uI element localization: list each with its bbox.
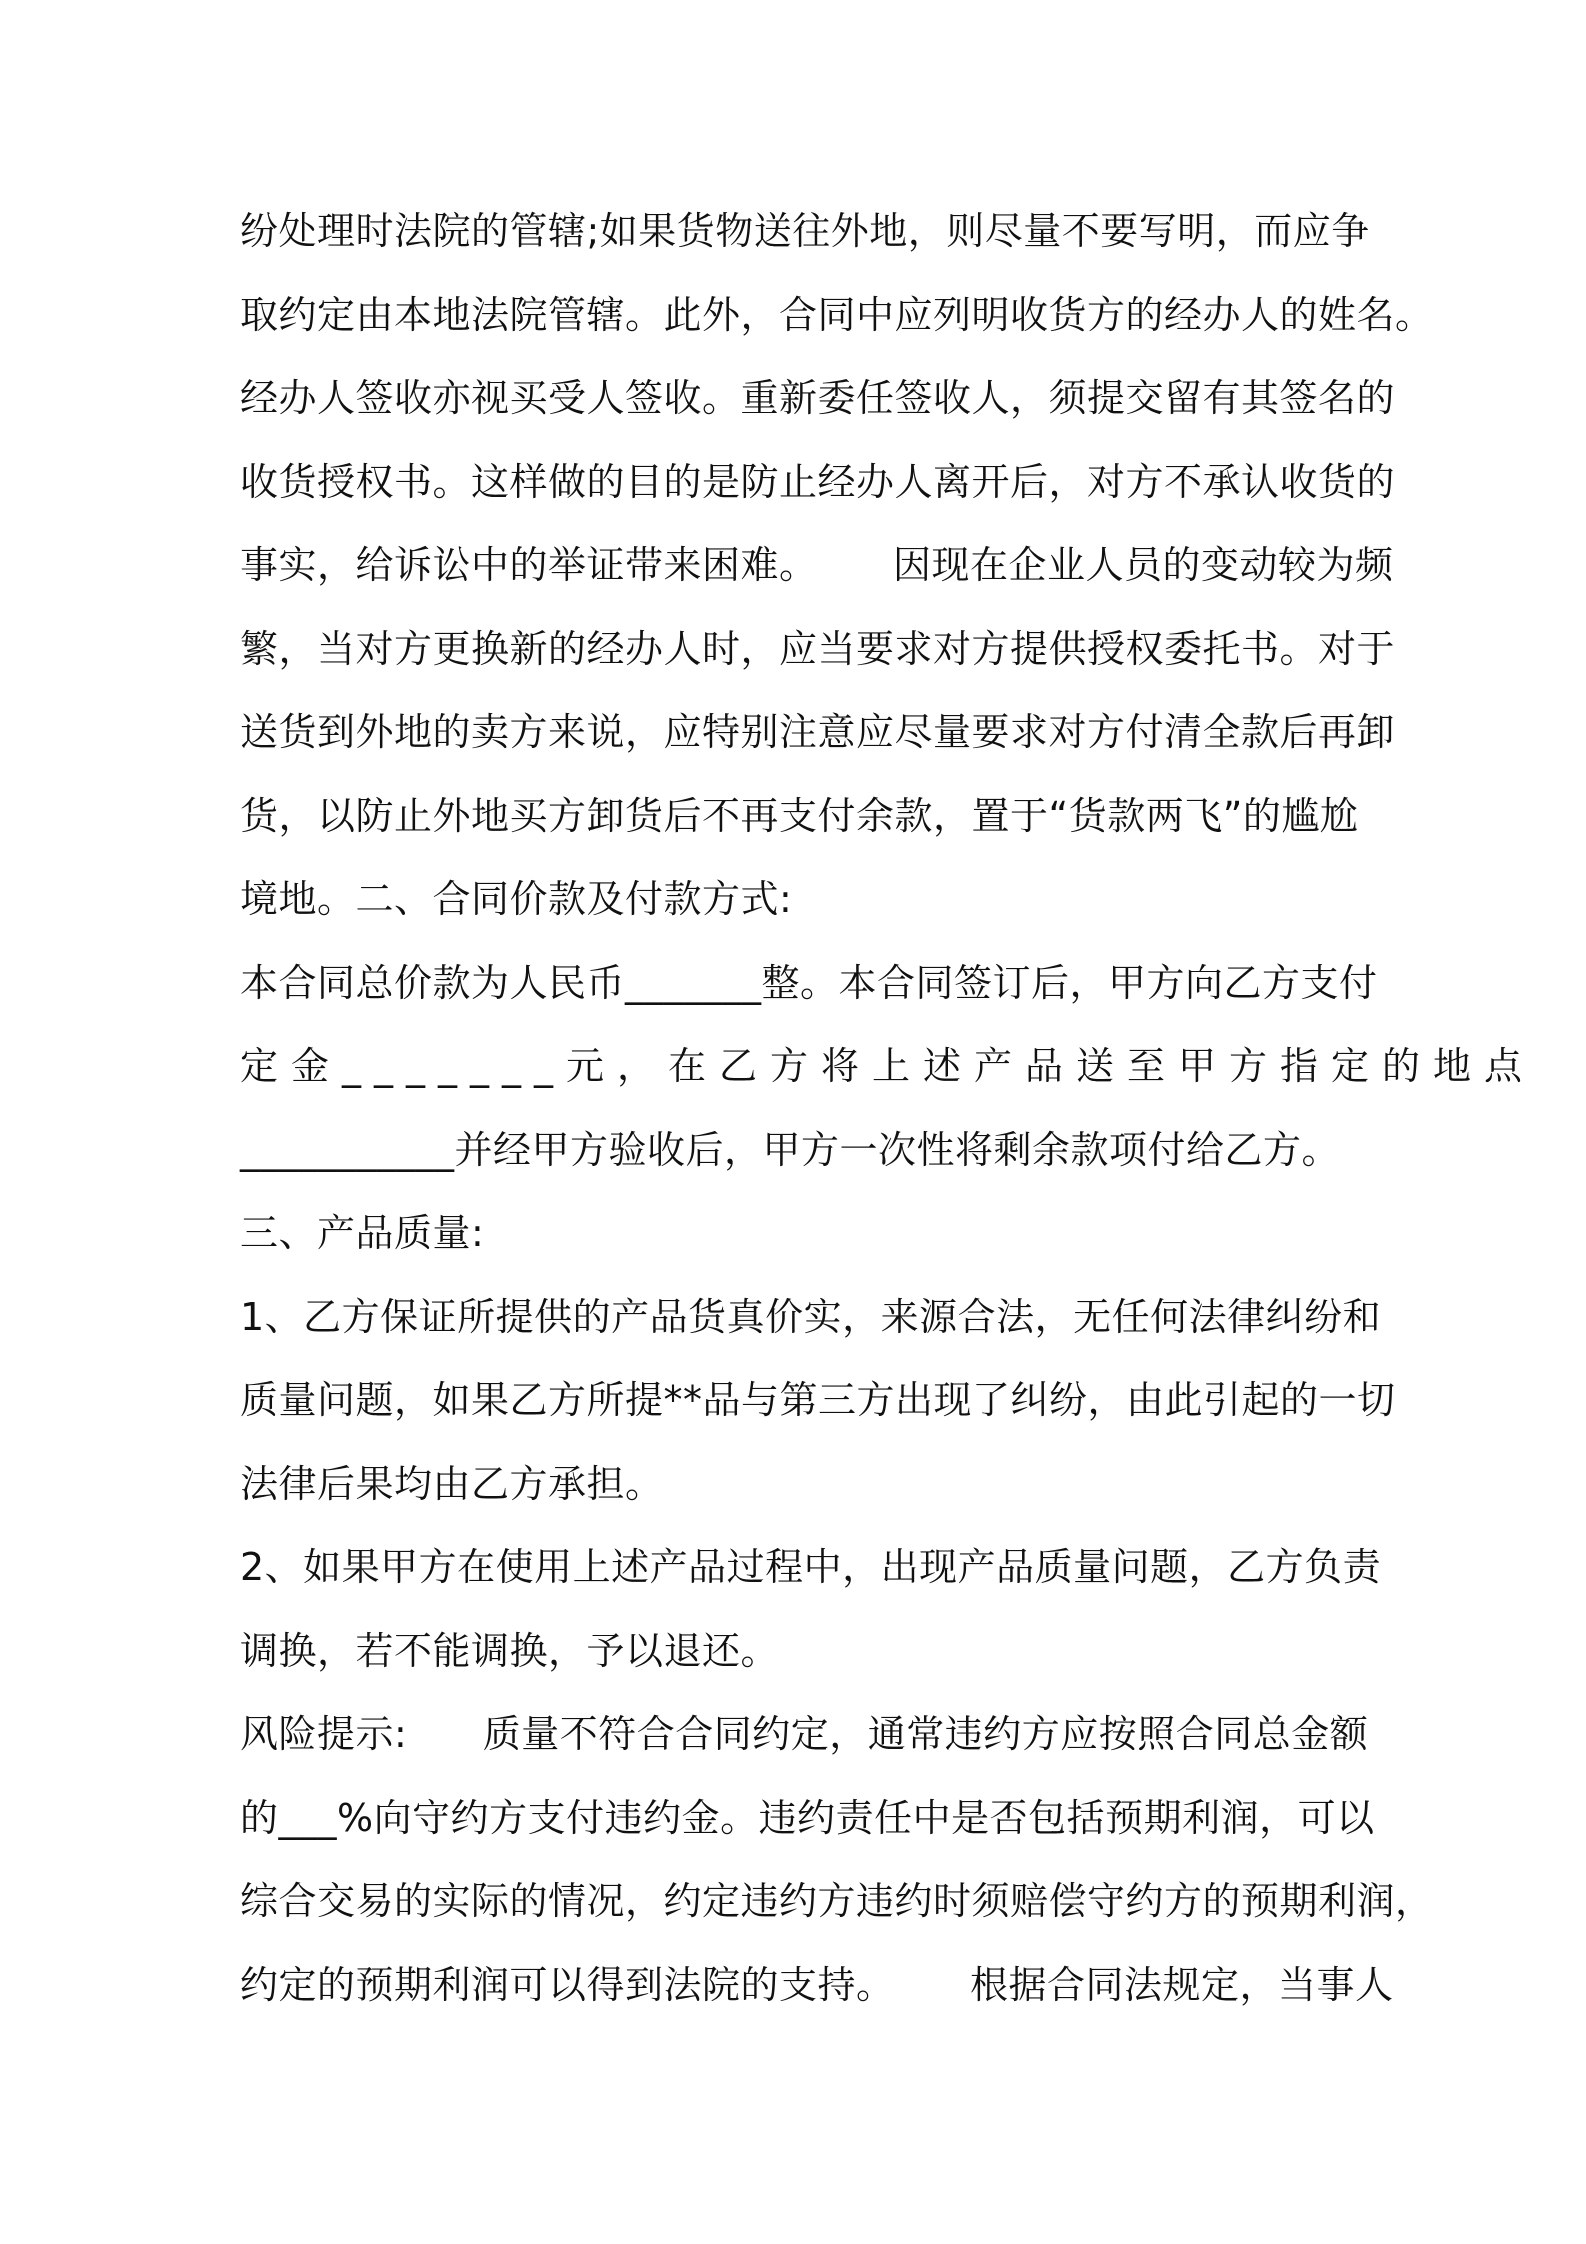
risk-tip-line-3: 综合交易的实际的情况，约定违约方违约时须赔偿守约方的预期利润， (240, 1879, 1434, 1923)
text-line-7: 送货到外地的卖方来说，应特别注意应尽量要求对方付清全款后再卸 (240, 710, 1396, 754)
text-line-4: 收货授权书。这样做的目的是防止经办人离开后，对方不承认收货的 (240, 459, 1396, 504)
clause-2-line-2: 调换，若不能调换，予以退还。 (240, 1628, 780, 1673)
clause-1-line-2: 质量问题，如果乙方所提**品与第三方出现了纠纷，由此引起的一切 (240, 1378, 1396, 1422)
text-line-6: 繁，当对方更换新的经办人时，应当要求对方提供授权委托书。对于 (240, 626, 1396, 671)
risk-tip-line-1: 风险提示: 质量不符合合同约定，通常违约方应按照合同总金额 (240, 1712, 1369, 1756)
risk-tip-line-4: 约定的预期利润可以得到法院的支持。 根据合同法规定，当事人 (240, 1962, 1394, 2007)
text-line-11: 定金_______元，在乙方将上述产品送至甲方指定的地点 (240, 1044, 1536, 1088)
text-line-2: 取约定由本地法院管辖。此外，合同中应列明收货方的经办人的姓名。 (240, 292, 1434, 337)
clause-1-line-1: 1、乙方保证所提供的产品货真价实，来源合法，无任何法律纠纷和 (240, 1294, 1382, 1339)
clause-2-line-1: 2、如果甲方在使用上述产品过程中，出现产品质量问题，乙方负责 (240, 1545, 1382, 1589)
text-line-3: 经办人签收亦视买受人签收。重新委任签收人，须提交留有其签名的 (240, 376, 1396, 420)
text-line-5: 事实，给诉讼中的举证带来困难。 因现在企业人员的变动较为频 (240, 543, 1394, 587)
text-line-1: 纷处理时法院的管辖;如果货物送往外地，则尽量不要写明，而应争 (240, 209, 1370, 253)
contract-text-body (240, 190, 1536, 2027)
clause-1-line-3: 法律后果均由乙方承担。 (240, 1461, 664, 1506)
text-line-8: 货，以防止外地买方卸货后不再支付余款，置于“货款两飞”的尴尬 (240, 793, 1359, 838)
risk-tip-line-2: 的___%向守约方支付违约金。违约责任中是否包括预期利润，可以 (240, 1795, 1375, 1840)
text-line-10: 本合同总价款为人民币_______整。本合同签订后，甲方向乙方支付 (240, 960, 1378, 1005)
text-line-12: ___________并经甲方验收后，甲方一次性将剩余款项付给乙方。 (240, 1127, 1341, 1172)
section-heading-product-quality: 三、产品质量: (240, 1211, 485, 1255)
section-heading-price-payment: 境地。二、合同价款及付款方式: (240, 877, 793, 921)
